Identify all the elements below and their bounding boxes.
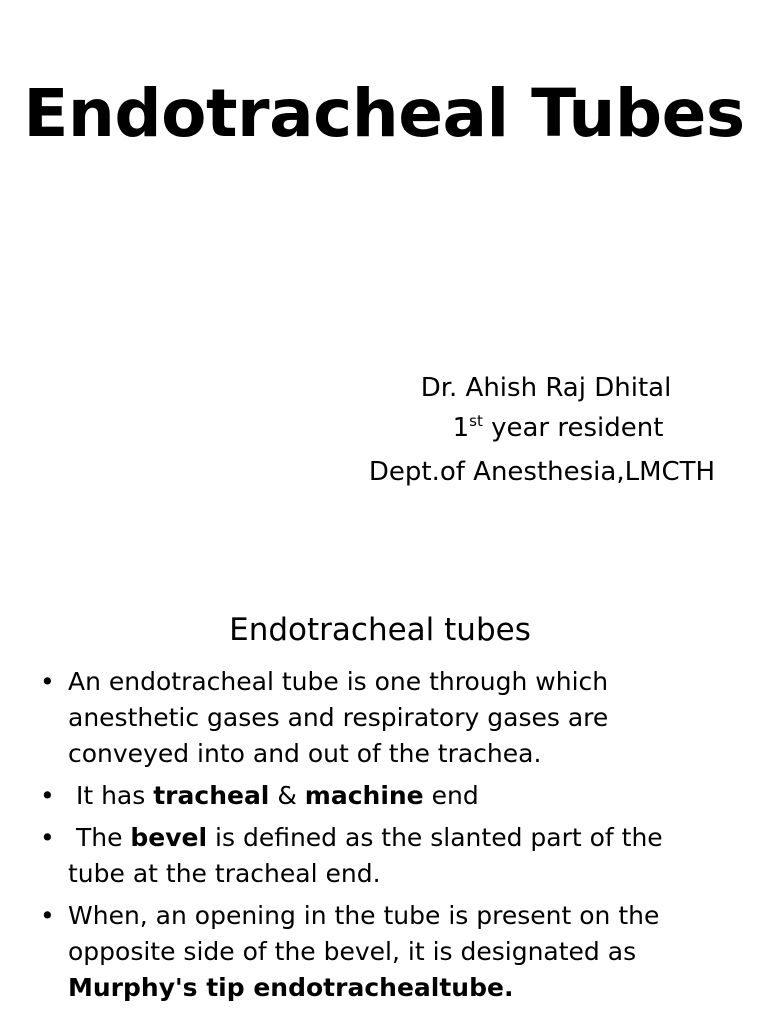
slide-title: Endotracheal Tubes [23, 75, 745, 152]
bullet-dot: • [40, 901, 55, 930]
bullet-bold-murphy: Murphy's tip endotrachealtube [68, 973, 504, 1002]
bullet-dot: • [40, 781, 55, 810]
bullet-text-post: end [423, 781, 479, 810]
list-item [32, 898, 672, 1006]
bullet-bold-bevel: bevel [130, 823, 208, 852]
bullet-text-pre: When, an opening in the tube is present on the opposite side of the bevel, it is designated as [68, 901, 660, 966]
bullet-text-pre: It has [68, 781, 154, 810]
content-slide [0, 576, 768, 1024]
year-text: year resident [482, 413, 664, 443]
year-number: 1 [452, 413, 470, 443]
list-item [32, 664, 672, 772]
bullet-text-mid: & [269, 781, 305, 810]
author-block [360, 368, 732, 492]
list-item [32, 820, 672, 892]
list-item [32, 778, 672, 814]
bullet-bold-tracheal: tracheal [153, 781, 270, 810]
year-ordinal: st [469, 412, 483, 430]
bullet-text-post: is defined as the slanted part of the tube at the tracheal end. [68, 823, 663, 888]
bullet-dot: • [40, 667, 55, 696]
bullet-dot: • [40, 823, 55, 852]
bullet-text-post: . [503, 973, 514, 1002]
author-year [360, 408, 732, 448]
bullet-bold-machine: machine [304, 781, 424, 810]
bullet-list [32, 664, 672, 1012]
author-department: Dept.of Anesthesia,LMCTH [368, 457, 716, 487]
section-heading: Endotracheal tubes [229, 612, 531, 648]
bullet-text-pre: The [68, 823, 131, 852]
bullet-text: An endotracheal tube is one through which anesthetic gases and respiratory gases are conveyed into and out of the trachea. [68, 667, 609, 768]
author-name: Dr. Ahish Raj Dhital [420, 373, 672, 403]
